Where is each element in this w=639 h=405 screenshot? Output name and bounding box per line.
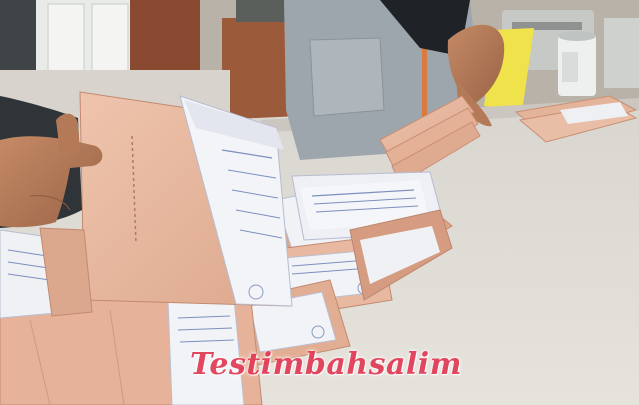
wooden-cabinet	[130, 0, 200, 72]
paint-can-label	[562, 52, 578, 82]
paint-can-lid	[558, 31, 596, 41]
right-device	[604, 18, 639, 88]
cabinet-panel	[48, 4, 84, 74]
wooden-stand-top	[236, 0, 288, 22]
watermark-text: Testimbahsalim	[190, 347, 462, 382]
uniform-pocket	[310, 38, 384, 116]
cabinet-panel	[92, 4, 128, 74]
